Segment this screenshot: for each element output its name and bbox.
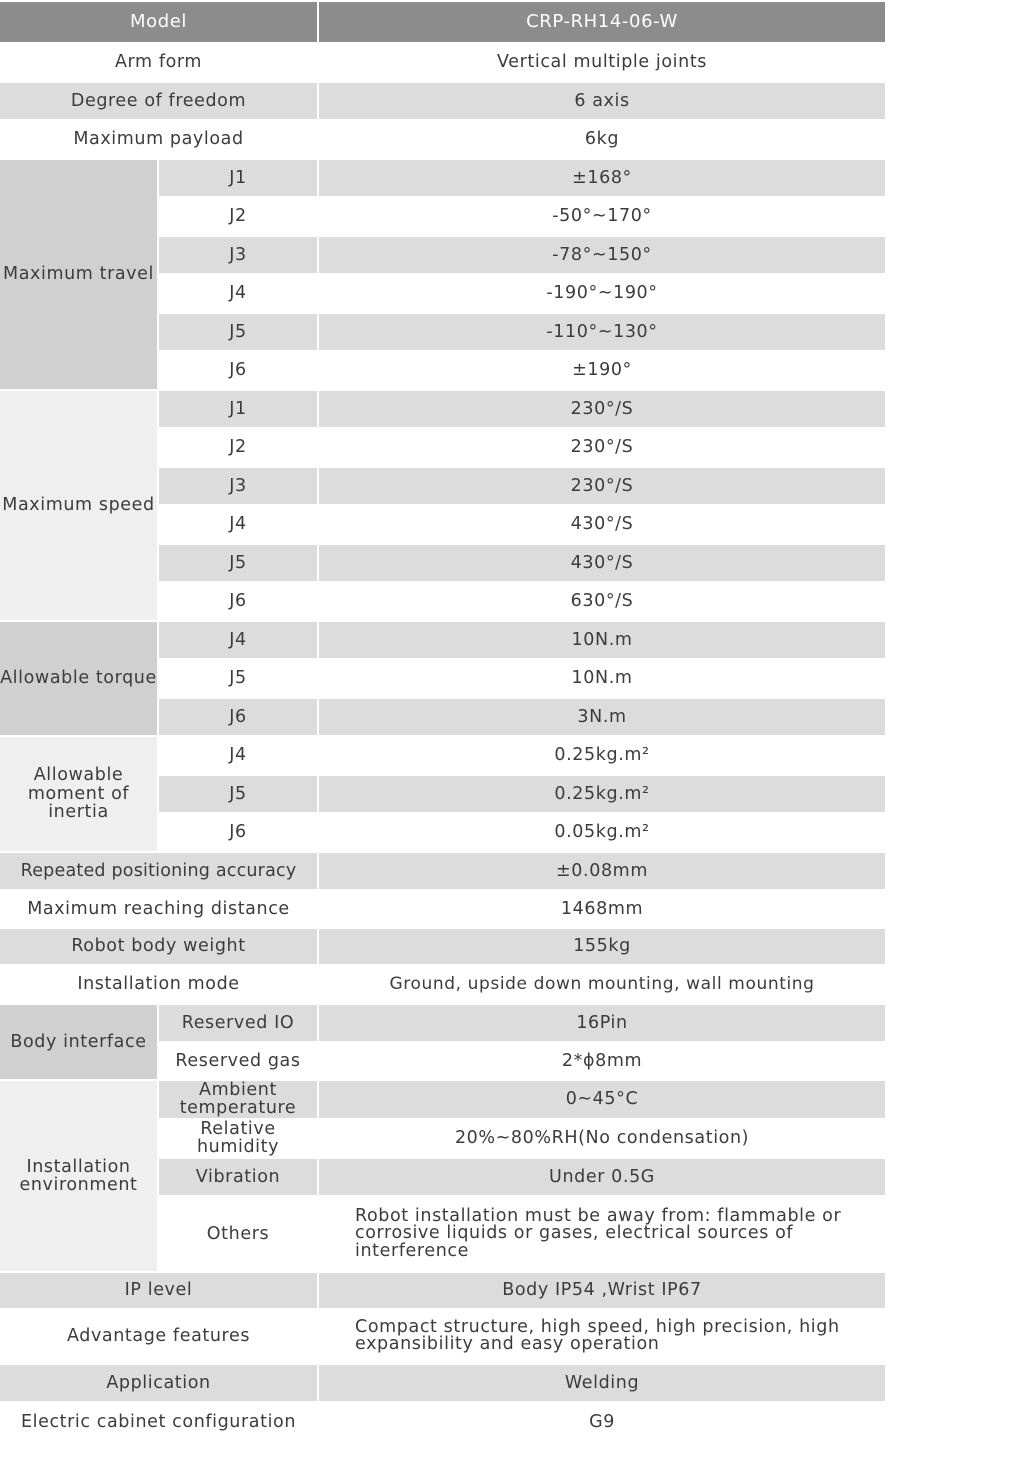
table-row (0, 1309, 886, 1364)
row-label: Electric cabinet configuration (0, 1402, 318, 1442)
table-row (0, 928, 886, 965)
row-value: 6 axis (318, 82, 886, 120)
row-sublabel: Vibration (158, 1158, 318, 1196)
joint-label: J6 (158, 351, 318, 390)
row-value: 10N.m (318, 659, 886, 698)
row-value: 630°/S (318, 582, 886, 621)
joint-label: J1 (158, 159, 318, 197)
joint-label: J5 (158, 659, 318, 698)
group-label: Body interface (0, 1004, 158, 1080)
row-label: Robot body weight (0, 928, 318, 965)
model-value: CRP-RH14-06-W (318, 2, 886, 43)
table-row (0, 390, 886, 428)
joint-label: J5 (158, 775, 318, 813)
row-value: Vertical multiple joints (318, 43, 886, 82)
row-label: Repeated positioning accuracy (0, 852, 318, 890)
row-sublabel: Relative humidity (158, 1119, 318, 1158)
row-label: Maximum payload (0, 120, 318, 159)
table-row (0, 1004, 886, 1042)
group-label: Installation environment (0, 1080, 158, 1272)
row-value: 6kg (318, 120, 886, 159)
header-row (0, 2, 886, 43)
row-label: Application (0, 1364, 318, 1402)
row-label: Arm form (0, 43, 318, 82)
row-value: Ground, upside down mounting, wall mounting (318, 965, 886, 1004)
row-sublabel: Others (158, 1196, 318, 1272)
row-value: 230°/S (318, 428, 886, 467)
joint-label: J3 (158, 467, 318, 505)
header-label: Model (0, 2, 318, 43)
row-value: G9 (318, 1402, 886, 1442)
row-label: Installation mode (0, 965, 318, 1004)
joint-label: J6 (158, 813, 318, 852)
row-value: 230°/S (318, 390, 886, 428)
row-sublabel: Ambient temperature (158, 1080, 318, 1119)
group-label: Allowable torque (0, 621, 158, 736)
row-label: Maximum reaching distance (0, 890, 318, 928)
joint-label: J2 (158, 197, 318, 236)
group-label: Maximum speed (0, 390, 158, 621)
row-value: 1468mm (318, 890, 886, 928)
table-row (0, 965, 886, 1004)
row-value: 20%~80%RH(No condensation) (318, 1119, 886, 1158)
row-label: Degree of freedom (0, 82, 318, 120)
joint-label: J4 (158, 736, 318, 775)
joint-label: J4 (158, 621, 318, 659)
row-value: Robot installation must be away from: flammable or corrosive liquids or gases, electrical sources of interference (318, 1196, 886, 1272)
table-row (0, 159, 886, 197)
row-value: 0.25kg.m² (318, 775, 886, 813)
table-row (0, 890, 886, 928)
row-value: 2*ϕ8mm (318, 1042, 886, 1080)
row-value: ±168° (318, 159, 886, 197)
row-value: -190°~190° (318, 274, 886, 313)
joint-label: J4 (158, 274, 318, 313)
joint-label: J4 (158, 505, 318, 544)
row-label: Advantage features (0, 1309, 318, 1364)
row-value: 10N.m (318, 621, 886, 659)
joint-label: J2 (158, 428, 318, 467)
table-row (0, 1364, 886, 1402)
joint-label: J1 (158, 390, 318, 428)
joint-label: J5 (158, 544, 318, 582)
row-value: 0.05kg.m² (318, 813, 886, 852)
table-row (0, 1402, 886, 1442)
table-row (0, 1272, 886, 1309)
row-value: 155kg (318, 928, 886, 965)
group-label: Allowable moment of inertia (0, 736, 158, 852)
table-row (0, 1080, 886, 1119)
row-value: 430°/S (318, 544, 886, 582)
row-value: 0.25kg.m² (318, 736, 886, 775)
row-value: 0~45°C (318, 1080, 886, 1119)
row-value: ±190° (318, 351, 886, 390)
group-label: Maximum travel (0, 159, 158, 390)
row-label: IP level (0, 1272, 318, 1309)
row-value: -110°~130° (318, 313, 886, 351)
row-value: -78°~150° (318, 236, 886, 274)
row-value: Welding (318, 1364, 886, 1402)
table-row (0, 621, 886, 659)
row-value: Under 0.5G (318, 1158, 886, 1196)
row-value: 16Pin (318, 1004, 886, 1042)
joint-label: J3 (158, 236, 318, 274)
row-sublabel: Reserved IO (158, 1004, 318, 1042)
row-sublabel: Reserved gas (158, 1042, 318, 1080)
row-value: -50°~170° (318, 197, 886, 236)
table-row (0, 82, 886, 120)
table-row (0, 120, 886, 159)
table-row (0, 852, 886, 890)
spec-table (0, 2, 887, 1443)
row-value: ±0.08mm (318, 852, 886, 890)
joint-label: J6 (158, 582, 318, 621)
row-value: 430°/S (318, 505, 886, 544)
table-row (0, 43, 886, 82)
joint-label: J6 (158, 698, 318, 736)
row-value: 3N.m (318, 698, 886, 736)
row-value: 230°/S (318, 467, 886, 505)
table-row (0, 736, 886, 775)
joint-label: J5 (158, 313, 318, 351)
row-value: Compact structure, high speed, high precision, high expansibility and easy operation (318, 1309, 886, 1364)
row-value: Body IP54 ,Wrist IP67 (318, 1272, 886, 1309)
